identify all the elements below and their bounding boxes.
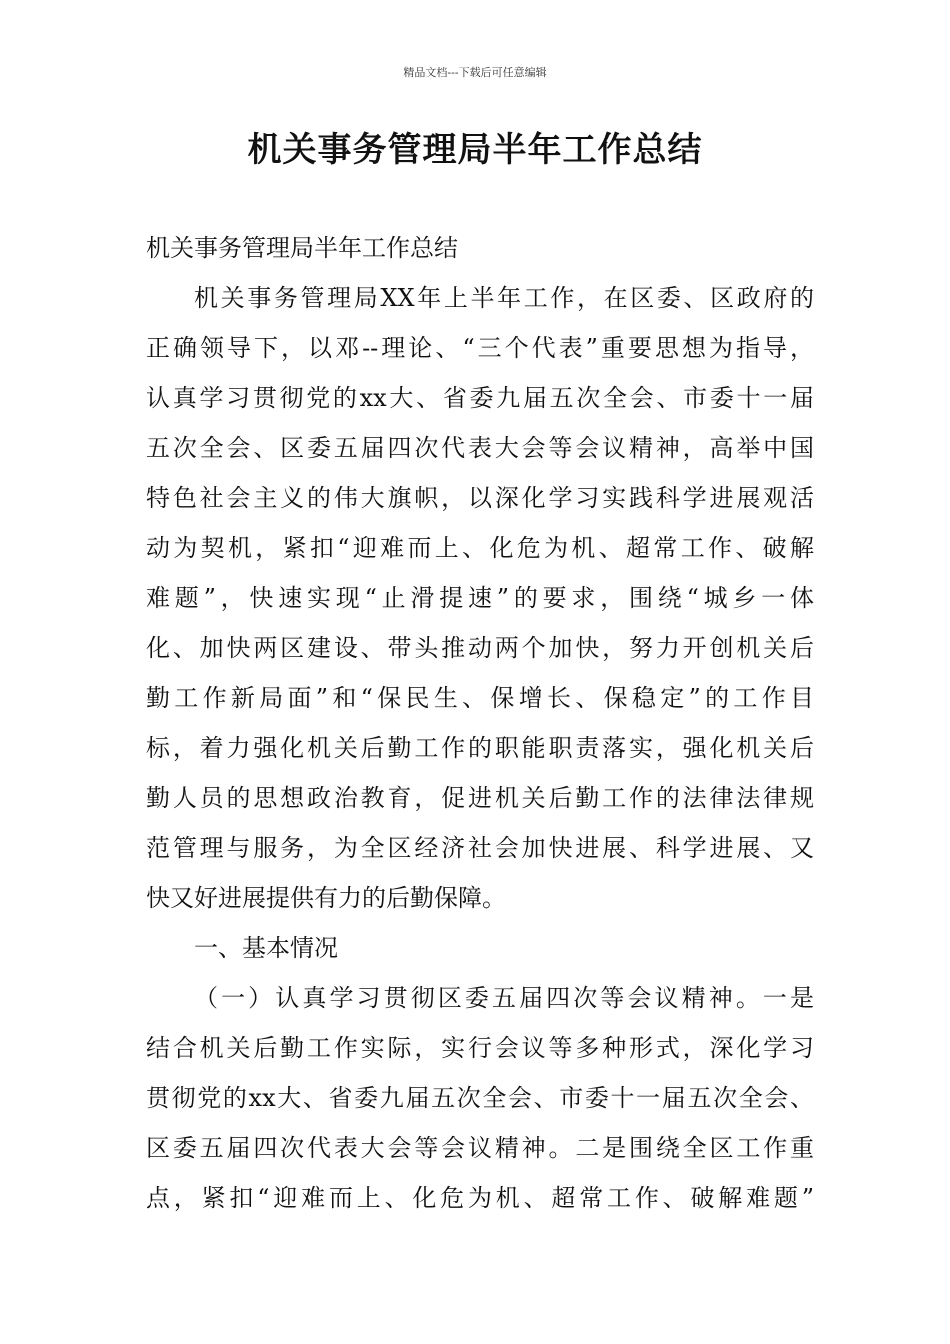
document-body [146, 223, 814, 1223]
text-line: 难题”，快速实现“止滑提速”的要求，围绕“城乡一体 [146, 584, 814, 612]
text-line: 快又好进展提供有力的后勤保障。 [146, 884, 506, 912]
text-line: 勤工作新局面”和“保民生、保增长、保稳定”的工作目 [146, 684, 814, 712]
text-line: 区委五届四次代表大会等会议精神。二是围绕全区工作重 [146, 1134, 814, 1162]
text-line: 认真学习贯彻党的xx大、省委九届五次全会、市委十一届 [146, 384, 814, 412]
text-line: 勤人员的思想政治教育，促进机关后勤工作的法律法律规 [146, 784, 814, 812]
text-line: 正确领导下，以邓--理论、“三个代表”重要思想为指导， [146, 334, 814, 362]
text-line: 点，紧扣“迎难而上、化危为机、超常工作、破解难题” [146, 1184, 814, 1212]
text-line: 动为契机，紧扣“迎难而上、化危为机、超常工作、破解 [146, 534, 814, 562]
text-line: 范管理与服务，为全区经济社会加快进展、科学进展、又 [146, 834, 814, 862]
text-line: 化、加快两区建设、带头推动两个加快，努力开创机关后 [146, 634, 814, 662]
text-line: 特色社会主义的伟大旗帜，以深化学习实践科学进展观活 [146, 484, 814, 512]
document-title: 机关事务管理局半年工作总结 [247, 130, 703, 170]
text-line: 一、基本情况 [194, 934, 338, 962]
text-line: 结合机关后勤工作实际，实行会议等多种形式，深化学习 [146, 1034, 814, 1062]
text-line: 五次全会、区委五届四次代表大会等会议精神，高举中国 [146, 434, 814, 462]
text-line: 标，着力强化机关后勤工作的职能职责落实，强化机关后 [146, 734, 814, 762]
text-line: （一）认真学习贯彻区委五届四次等会议精神。一是 [194, 984, 814, 1012]
text-line: 机关事务管理局半年工作总结 [146, 234, 458, 262]
header-note: 精品文档---下载后可任意编辑 [403, 66, 547, 79]
text-line: 贯彻党的xx大、省委九届五次全会、市委十一届五次全会、 [146, 1084, 814, 1112]
text-line: 机关事务管理局XX年上半年工作，在区委、区政府的 [194, 284, 814, 312]
